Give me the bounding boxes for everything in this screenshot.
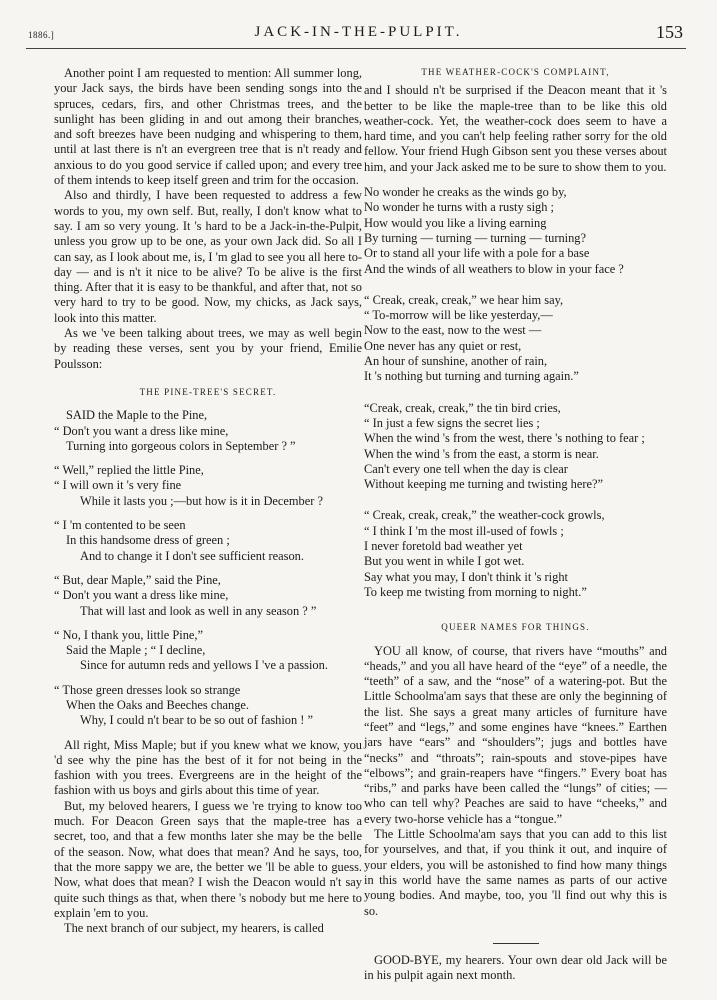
poem-title: THE PINE-TREE'S SECRET. bbox=[139, 386, 277, 397]
paragraph: YOU all know, of course, that rivers have “mouths” and “heads,” and you all have heard of the “eye” of a needle, the “teeth” of a saw, and the “nose” of a watering-pot. But the Little Schoolma'am says that these are only the beginning of the list. She says a great many articles of furniture have “feet” and “legs,” and some engines have “knees.” Earthen jars have “ears” and “shoulders”; jugs and bottles have “necks” and “throats”; rain-spouts and stove-pipes have “elbows”; and grain-reapers have “fingers.” Every boat has “ribs,” and parks have been called the “lungs” of cities; — who can tell why? Peaches are said to have “cheeks,” and every two-horse vehicle has a “tongue.” bbox=[364, 643, 667, 826]
paragraph: All right, Miss Maple; but if you knew what we know, you 'd see why the pine has the best of it for not being in the fashion with you trees. Evergreens are in the height of the fashion with us boys and girls about this time of year. bbox=[54, 737, 362, 798]
verse-line: “ Creak, creak, creak,” the weather-cock growls, bbox=[364, 508, 605, 523]
verse-line: It 's nothing but turning and turning again.” bbox=[364, 369, 579, 384]
page-header bbox=[0, 22, 717, 46]
verse-line: Now to the east, now to the west — bbox=[364, 323, 542, 338]
verse-line: “ I think I 'm the most ill-used of fowls ; bbox=[364, 523, 564, 538]
header-title: JACK-IN-THE-PULPIT. bbox=[254, 24, 463, 40]
poem-stanza bbox=[54, 518, 362, 564]
paragraph: The Little Schoolma'am says that you can add to this list for yourselves, and that, if you think it out, and inquire of your elders, you will be astonished to find how many things in this world have the same names as parts of our active young bodies. And maybe, too, you 'll find out why this is so. bbox=[364, 827, 667, 918]
section-divider bbox=[493, 943, 539, 944]
verse-line: When the wind 's from the east, a storm is near. bbox=[364, 446, 599, 461]
poem-stanza bbox=[54, 573, 362, 619]
verse-line: How would you like a living earning bbox=[364, 215, 547, 230]
header-year: 1886.] bbox=[28, 30, 55, 40]
verse-line: “Creak, creak, creak,” the tin bird cries, bbox=[364, 400, 561, 415]
verse-line: “ Don't you want a dress like mine, bbox=[54, 423, 229, 438]
verse-line: To keep me twisting from morning to night.” bbox=[364, 584, 587, 599]
left-column bbox=[54, 66, 362, 936]
verse-line: “ To-morrow will be like yesterday,— bbox=[364, 308, 553, 323]
verse-line: By turning — turning — turning — turning? bbox=[364, 230, 586, 245]
verse-line: Said the Maple ; “ I decline, bbox=[66, 643, 206, 658]
verse-line: Say what you may, I don't think it 's right bbox=[364, 569, 568, 584]
paragraph: As we 've been talking about trees, we may as well begin by reading these verses, sent you by your friend, Emilie Poulsson: bbox=[54, 326, 362, 371]
poem-stanza bbox=[54, 463, 362, 509]
verse-line: An hour of sunshine, another of rain, bbox=[364, 354, 548, 369]
verse-line: Without keeping me turning and twisting here?” bbox=[364, 477, 603, 492]
verse-line: In this handsome dress of green ; bbox=[66, 533, 230, 548]
verse-line: But you went in while I got wet. bbox=[364, 554, 525, 569]
verse-line: While it lasts you ;—but how is it in December ? bbox=[80, 493, 323, 508]
verse-line: No wonder he creaks as the winds go by, bbox=[364, 185, 567, 200]
paragraph: But, my beloved hearers, I guess we 're trying to know too much. For Deacon Green says that the maple-tree has a secret, too, and that a few months later she may be the belle of the season. Now, what does that mean? And he says, too, that the more sappy we are, the better we 'll be able to guess. Now, what does that mean? I wish the Deacon would n't say quite such things as that, when there 's nobody but me here to explain 'em to you. bbox=[54, 798, 362, 920]
weathercock-title: THE WEATHER-COCK'S COMPLAINT, bbox=[421, 67, 610, 77]
poem-stanza bbox=[364, 185, 667, 277]
verse-line: Or to stand all your life with a pole for a base bbox=[364, 246, 590, 261]
verse-line: “ Don't you want a dress like mine, bbox=[54, 588, 229, 603]
poem-stanza bbox=[364, 401, 667, 493]
verse-line: “ Creak, creak, creak,” we hear him say, bbox=[364, 292, 564, 307]
goodbye-paragraph: GOOD-BYE, my hearers. Your own dear old Jack will be in his pulpit again next month. bbox=[364, 952, 667, 983]
poem-stanza bbox=[54, 628, 362, 674]
verse-line: “ Those green dresses look so strange bbox=[54, 682, 241, 697]
verse-line: When the Oaks and Beeches change. bbox=[66, 697, 250, 712]
verse-line: “ No, I thank you, little Pine,” bbox=[54, 627, 204, 642]
verse-line: “ But, dear Maple,” said the Pine, bbox=[54, 572, 221, 587]
right-column bbox=[364, 66, 667, 983]
poem-stanza bbox=[54, 408, 362, 454]
paragraph: and I should n't be surprised if the Deacon meant that it 's better to be like the maple-tree than to be like this old weather-cock. Yet, the weather-cock does seem to have a hard time, and you can't help feeling rather sorry for the old fellow. Your friend Hugh Gibson sent you these verses about him, and your Jack asked me to be sure to show them to you. bbox=[364, 83, 667, 174]
verse-line: When the wind 's from the west, there 's nothing to fear ; bbox=[364, 431, 645, 446]
verse-line: That will last and look as well in any season ? ” bbox=[80, 603, 317, 618]
paragraph: Also and thirdly, I have been requested to address a few words to you, my own self. But, really, I don't know what to say. I am so very young. It 's hard to be a Jack-in-the-Pulpit, unless you grow up to be one, as your own Jack did. So all I can say, as I look about me, is, I 'm glad to see you all here to-day — and is n't it nice to be alive? To be alive is the first thing. After that it is easy to be thankful, and after that, not so very hard to try to be good. Now, my chicks, as Jack says, look into this matter. bbox=[54, 188, 363, 325]
verse-line: I never foretold bad weather yet bbox=[364, 539, 523, 554]
paragraph: The next branch of our subject, my hearers, is called bbox=[64, 921, 324, 936]
verse-line: “ In just a few signs the secret lies ; bbox=[364, 415, 540, 430]
verse-line: “ Well,” replied the little Pine, bbox=[54, 463, 204, 478]
verse-line: Why, I could n't bear to be so out of fashion ! ” bbox=[80, 713, 314, 728]
verse-line: No wonder he turns with a rusty sigh ; bbox=[364, 200, 554, 215]
verse-line: Since for autumn reds and yellows I 've a passion. bbox=[80, 658, 328, 673]
header-rule bbox=[26, 48, 686, 49]
verse-line: And to change it I don't see sufficient reason. bbox=[80, 548, 304, 563]
queer-names-title: QUEER NAMES FOR THINGS. bbox=[441, 622, 590, 633]
paragraph: Another point I am requested to mention: All summer long, your Jack says, the birds have been sending songs into the spruces, cedars, firs, and other Christmas trees, and the sunlight has been gliding in and out among their branches, and soft breezes have been nudging and whispering to them, until at last there is n't an evergreen tree that is n't ready and anxious to do you good service if called upon; and every tree of them intends to keep itself green and trim for the occasion. bbox=[54, 66, 362, 188]
verse-line: “ I 'm contented to be seen bbox=[54, 518, 186, 533]
page-number: 153 bbox=[656, 22, 683, 42]
poem-stanza bbox=[364, 293, 667, 385]
poem-stanza bbox=[364, 508, 667, 600]
poem-stanza bbox=[54, 683, 362, 729]
verse-line: One never has any quiet or rest, bbox=[364, 338, 522, 353]
verse-line: “ I will own it 's very fine bbox=[54, 478, 182, 493]
verse-line: SAID the Maple to the Pine, bbox=[66, 408, 208, 423]
verse-line: Turning into gorgeous colors in September ? ” bbox=[66, 438, 296, 453]
verse-line: And the winds of all weathers to blow in your face ? bbox=[364, 261, 624, 276]
verse-line: Can't every one tell when the day is clear bbox=[364, 461, 568, 476]
